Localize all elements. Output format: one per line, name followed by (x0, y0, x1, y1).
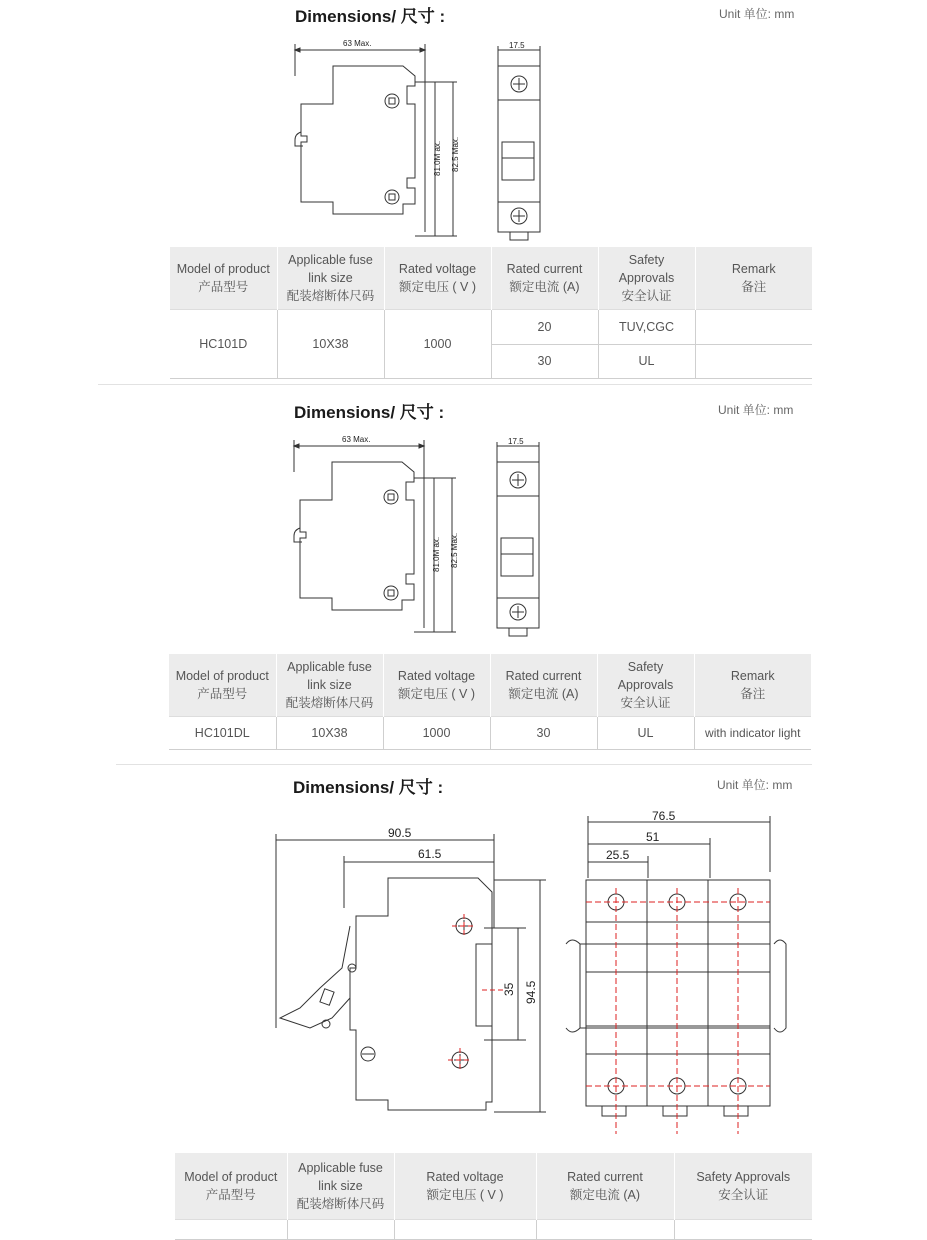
header-current: Rated current 额定电流 (A) (490, 654, 597, 716)
dim-width-1: 90.5 (388, 826, 412, 840)
dim-height-1: 81.0M ax. (433, 140, 442, 176)
cell-current: 30 (491, 344, 598, 378)
cell-current: 20 (491, 309, 598, 344)
dimension-drawing-side (285, 36, 475, 246)
dim-depth-2: 51 (646, 830, 660, 844)
dim-width: 63 Max. (342, 435, 371, 444)
header-model: Model of product 产品型号 (175, 1153, 287, 1219)
section-title: Dimensions/ 尺寸 : (293, 778, 444, 797)
cell-approval: UL (598, 344, 695, 378)
dim-depth: 17.5 (509, 41, 525, 50)
cell-remark (695, 344, 812, 378)
cell-remark: with indicator light (694, 716, 811, 749)
dimension-drawing-side-3pole (270, 818, 560, 1138)
header-current: Rated current 额定电流 (A) (536, 1153, 674, 1219)
dim-height-2: 82.5 Max. (450, 532, 459, 568)
dim-height-2: 82.5 Max. (451, 136, 460, 172)
dim-height-1: 35 (502, 982, 516, 996)
table-row (170, 309, 812, 344)
header-remark: Remark 备注 (694, 654, 811, 716)
dim-height-2: 94.5 (524, 980, 538, 1004)
header-voltage: Rated voltage 额定电压 ( V ) (383, 654, 490, 716)
cell-approval: UL (597, 716, 694, 749)
header-fuse-size: Applicable fuse link size 配装熔断体尺码 (277, 247, 384, 309)
header-fuse-size: Applicable fuse link size 配装熔断体尺码 (287, 1153, 394, 1219)
header-model: Model of product 产品型号 (170, 247, 277, 309)
dim-depth: 17.5 (508, 437, 524, 446)
header-approvals: Safety Approvals 安全认证 (597, 654, 694, 716)
dim-depth-1: 76.5 (652, 809, 676, 823)
header-model: Model of product 产品型号 (169, 654, 276, 716)
cell-approval (674, 1219, 812, 1239)
divider (98, 384, 812, 385)
cell-size (287, 1219, 394, 1239)
cell-model: HC101D (170, 309, 277, 378)
cell-remark (695, 309, 812, 344)
spec-table (170, 247, 812, 379)
dimension-drawing-front (489, 434, 549, 644)
cell-approval: TUV,CGC (598, 309, 695, 344)
dim-width: 63 Max. (343, 39, 372, 48)
dimension-drawing-side (284, 432, 474, 642)
table-row (169, 716, 811, 749)
table-row (175, 1219, 812, 1239)
divider (116, 764, 812, 765)
cell-current (536, 1219, 674, 1239)
spec-table (169, 654, 811, 750)
unit-label: Unit 单位: mm (717, 778, 793, 792)
header-remark: Remark 备注 (695, 247, 812, 309)
cell-current: 30 (490, 716, 597, 749)
cell-size: 10X38 (277, 309, 384, 378)
dim-height-1: 81.0M ax. (432, 536, 441, 572)
cell-model (175, 1219, 287, 1239)
cell-voltage: 1000 (384, 309, 491, 378)
header-voltage: Rated voltage 额定电压 ( V ) (394, 1153, 536, 1219)
unit-label: Unit 单位: mm (719, 7, 795, 21)
cell-voltage (394, 1219, 536, 1239)
header-voltage: Rated voltage 额定电压 ( V ) (384, 247, 491, 309)
dim-width-2: 61.5 (418, 847, 442, 861)
header-current: Rated current 额定电流 (A) (491, 247, 598, 309)
cell-voltage: 1000 (383, 716, 490, 749)
header-approvals: Safety Approvals 安全认证 (674, 1153, 812, 1219)
dim-depth-3: 25.5 (606, 848, 630, 862)
unit-label: Unit 单位: mm (718, 403, 794, 417)
dimension-drawing-front-3pole (560, 804, 790, 1144)
header-fuse-size: Applicable fuse link size 配装熔断体尺码 (276, 654, 383, 716)
section-title: Dimensions/ 尺寸 : (294, 403, 445, 422)
cell-model: HC101DL (169, 716, 276, 749)
header-approvals: Safety Approvals 安全认证 (598, 247, 695, 309)
section-title: Dimensions/ 尺寸 : (295, 7, 446, 26)
spec-table (175, 1153, 812, 1240)
dimension-drawing-front (490, 38, 550, 248)
cell-size: 10X38 (276, 716, 383, 749)
